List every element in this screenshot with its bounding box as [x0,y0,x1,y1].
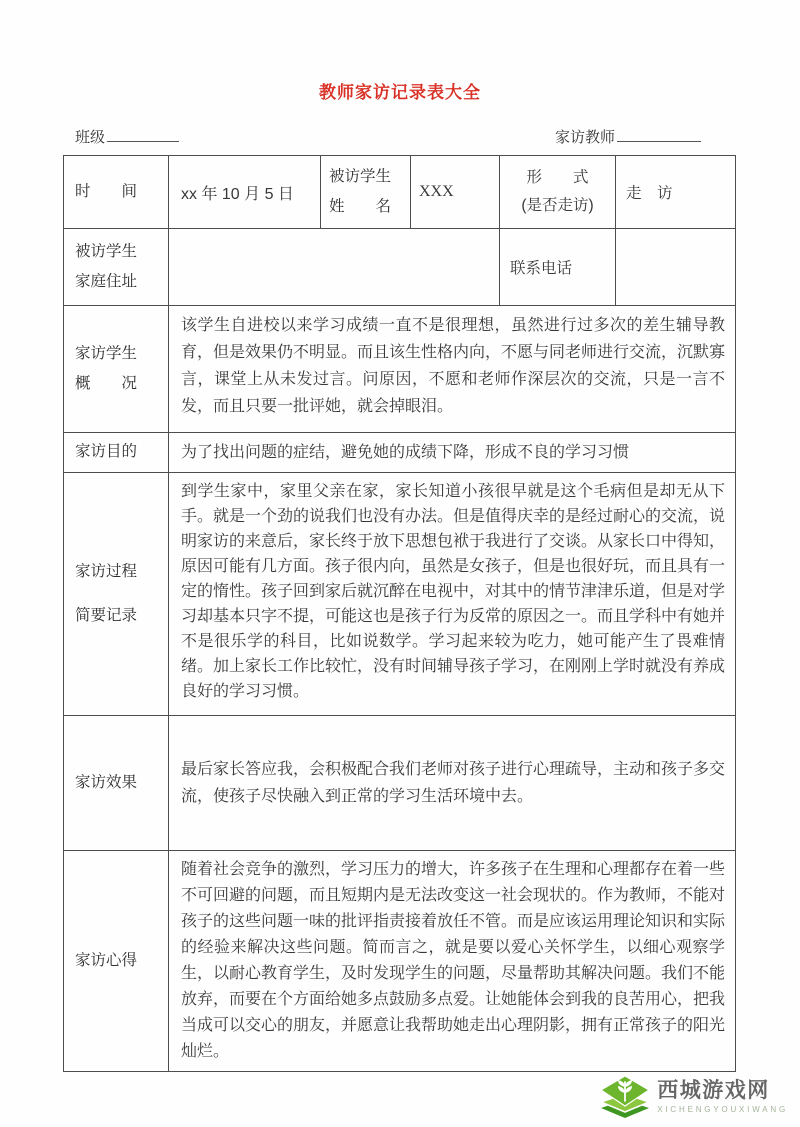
address-label-cell [64,229,169,306]
watermark-text [657,1080,788,1113]
class-blank-line [107,127,179,142]
row-process [64,473,736,716]
insight-label-cell: 家访心得 [64,851,169,1072]
class-field [75,126,179,147]
address-label-line1: 被访学生 [75,242,138,260]
address-value-cell [169,229,500,306]
effect-value-cell: 最后家长答应我，会积极配合我们老师对孩子进行心理疏导，主动和孩子多交流，使孩子尽快融入到正常的学习生活环境中去。 [169,716,736,851]
time-label-cell [64,156,169,229]
row-address [64,229,736,306]
row-insight [64,851,736,1072]
phone-value-cell [616,229,736,306]
address-label-line2: 家庭住址 [75,273,138,290]
watermark-site-name: 西城游戏网 [657,1079,770,1103]
header-fields [63,126,735,150]
time-value-cell: xx 年 10 月 5 日 [169,156,321,229]
effect-label-cell: 家访效果 [64,716,169,851]
row-overview [64,306,736,433]
wheat-diamond-logo-icon [599,1074,651,1120]
overview-label-cell [64,306,169,433]
student-name-label-cell [321,156,411,229]
student-name-label-line2: 姓 名 [329,198,392,215]
process-value-cell: 到学生家中，家里父亲在家，家长知道小孩很早就是这个毛病但是却无从下手。就是一个劲的说我们也没有办法。但是值得庆幸的是经过耐心的交流，说明家访的来意后，家长终于放下思想包袱于我进行了交谈。从家长口中得知，原因可能有几方面。孩子很内向，虽然是女孩子，但是也很好玩，而且具有一定的惰性。孩子回到家后就沉醉在电视中，对其中的情节津津乐道，但是对学习却基本只字不提，可能这也是孩子行为反常的原因之一。而且学科中有她并不是很乐学的科目，比如说数学。学习起来较为吃力，她可能产生了畏难情绪。加上家长工作比较忙，没有时间辅导孩子学习，在刚刚上学时就没有养成良好的学习习惯。 [169,473,736,716]
time-label: 时 间 [75,182,138,200]
row-time [64,156,736,229]
watermark [599,1074,788,1120]
process-label-cell [64,473,169,716]
teacher-blank-line [617,127,701,142]
format-label-line2: (是否走访) [521,197,594,214]
overview-label-line2: 概 况 [75,375,138,392]
format-label-cell [500,156,616,229]
class-label: 班级 [75,129,106,146]
teacher-field [555,126,701,147]
purpose-value-cell: 为了找出问题的症结，避免她的成绩下降，形成不良的学习习惯 [169,433,736,473]
phone-label-cell: 联系电话 [500,229,616,306]
format-value-cell: 走 访 [616,156,736,229]
insight-value-cell: 随着社会竞争的激烈，学习压力的增大，许多孩子在生理和心理都存在着一些不可回避的问题，而且短期内是无法改变这一社会现状的。作为教师，不能对孩子的这些问题一味的批评指责接着放任不管。而是应该运用理论知识和实际的经验来解决这些问题。简而言之，就是要以爱心关怀学生，以细心观察学生，以耐心教育学生，及时发现学生的问题，尽量帮助其解决问题。我们不能放弃，而要在个方面给她多点鼓励多点爱。让她能体会到我的良苦用心，把我当成可以交心的朋友，并愿意让我帮助她走出心理阴影，拥有正常孩子的阳光灿烂。 [169,851,736,1072]
teacher-label: 家访教师 [555,129,616,146]
row-effect [64,716,736,851]
process-label-line1: 家访过程 [75,562,138,580]
student-name-value-cell: XXX [411,156,500,229]
overview-label-line1: 家访学生 [75,344,138,362]
page-title: 教师家访记录表大全 [319,83,481,102]
purpose-label-cell: 家访目的 [64,433,169,473]
student-name-label-line1: 被访学生 [329,167,392,185]
process-label-line2: 简要记录 [75,607,138,624]
format-label-line1: 形 式 [526,169,589,187]
row-purpose [64,433,736,473]
home-visit-form-table [63,155,736,1072]
watermark-site-latin: XICHENGYOUXIWANG [657,1104,788,1114]
overview-value-cell: 该学生自进校以来学习成绩一直不是很理想，虽然进行过多次的差生辅导教育，但是效果仍不明显。而且该生性格内向，不愿与同老师进行交流，沉默寡言，课堂上从未发过言。问原因，不愿和老师作深层次的交流，只是一言不发，而且只要一批评她，就会掉眼泪。 [169,306,736,433]
